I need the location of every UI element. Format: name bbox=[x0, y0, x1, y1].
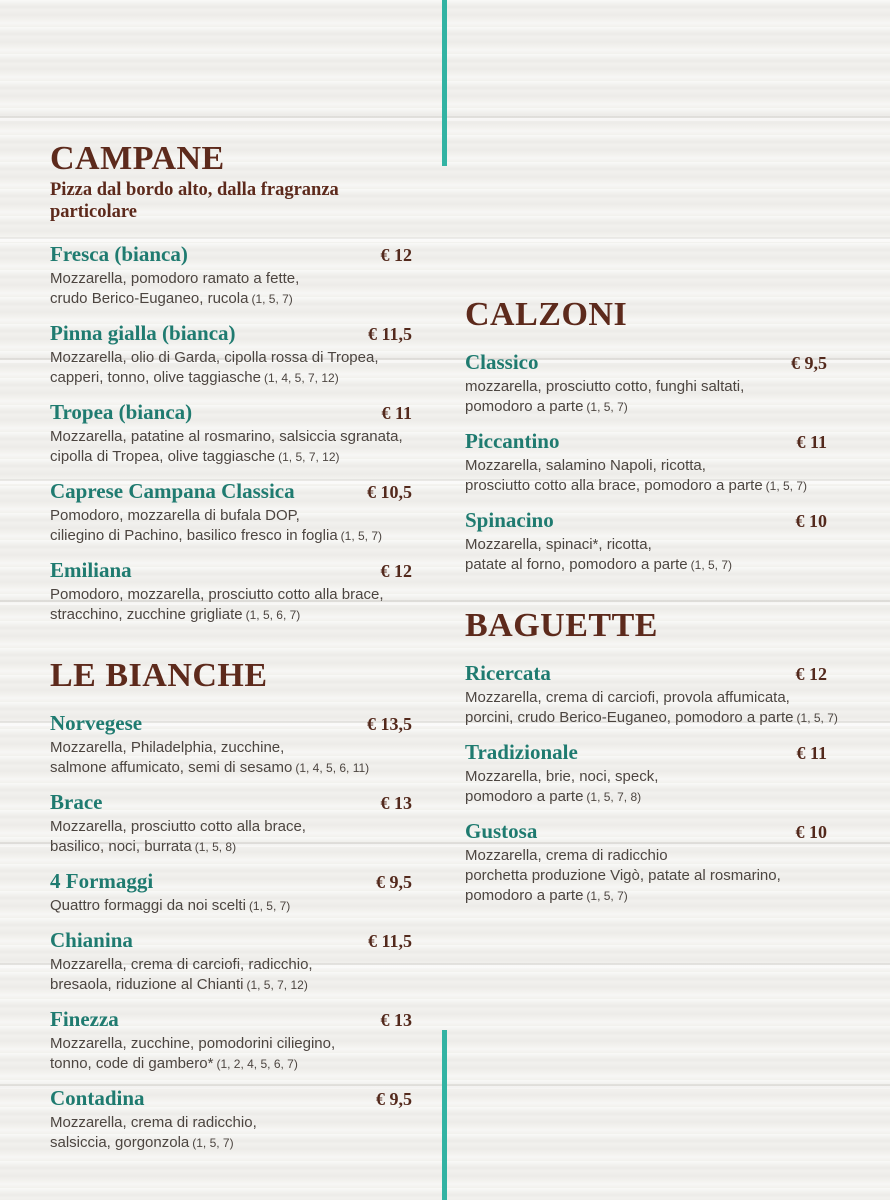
menu-item bbox=[50, 558, 412, 625]
menu-item bbox=[465, 661, 838, 728]
description-text: salmone affumicato, semi di sesamo bbox=[50, 759, 293, 776]
item-price: € 11,5 bbox=[367, 931, 412, 951]
description-text: pomodoro a parte bbox=[465, 788, 584, 805]
item-header bbox=[50, 321, 412, 346]
item-description bbox=[50, 817, 412, 857]
menu-item bbox=[50, 321, 412, 388]
menu-section bbox=[50, 657, 412, 1153]
allergen-list: (1, 5, 7, 8) bbox=[586, 790, 642, 804]
item-header bbox=[50, 869, 412, 894]
section-title: CAMPANE bbox=[50, 140, 225, 177]
item-description bbox=[465, 377, 827, 417]
description-text: porchetta produzione Vigò, patate al rosmarino, bbox=[465, 867, 781, 884]
menu-item bbox=[50, 869, 412, 916]
section-title: CALZONI bbox=[465, 296, 628, 333]
item-price: € 10 bbox=[795, 822, 827, 842]
description-text: ciliegino di Pachino, basilico fresco in foglia bbox=[50, 527, 338, 544]
item-price: € 13 bbox=[380, 793, 412, 813]
description-line bbox=[50, 1133, 412, 1153]
item-name: Chianina bbox=[50, 928, 133, 952]
description-text: prosciutto cotto alla brace, pomodoro a parte bbox=[465, 477, 763, 494]
description-line bbox=[50, 585, 412, 605]
item-header bbox=[50, 479, 412, 504]
description-text: Quattro formaggi da noi scelti bbox=[50, 897, 246, 914]
menu-item bbox=[50, 242, 412, 309]
allergen-list: (1, 5, 7) bbox=[192, 1136, 234, 1150]
description-text: basilico, noci, burrata bbox=[50, 838, 192, 855]
allergen-list: (1, 2, 4, 5, 6, 7) bbox=[216, 1057, 298, 1071]
description-text: tonno, code di gambero* bbox=[50, 1055, 214, 1072]
item-price: € 12 bbox=[380, 245, 412, 265]
allergen-list: (1, 5, 7) bbox=[251, 292, 293, 306]
item-description bbox=[50, 585, 412, 625]
item-name: Brace bbox=[50, 790, 103, 814]
allergen-list: (1, 5, 7) bbox=[586, 889, 628, 903]
item-price: € 11 bbox=[796, 432, 827, 452]
description-text: Pomodoro, mozzarella, prosciutto cotto alla brace, bbox=[50, 586, 384, 603]
description-line bbox=[50, 1054, 412, 1074]
allergen-list: (1, 5, 7, 12) bbox=[278, 450, 340, 464]
item-header bbox=[465, 350, 827, 375]
section-title: BAGUETTE bbox=[465, 607, 658, 644]
description-line bbox=[50, 269, 412, 289]
menu-item bbox=[50, 1007, 412, 1074]
item-name: Caprese Campana Classica bbox=[50, 479, 295, 503]
description-text: porcini, crudo Berico-Euganeo, pomodoro a parte bbox=[465, 709, 794, 726]
item-price: € 10,5 bbox=[367, 482, 412, 502]
item-price: € 9,5 bbox=[791, 353, 827, 373]
item-price: € 12 bbox=[795, 664, 827, 684]
item-price: € 12 bbox=[380, 561, 412, 581]
allergen-list: (1, 5, 7) bbox=[690, 558, 733, 572]
item-description bbox=[50, 955, 412, 995]
description-line bbox=[50, 526, 412, 546]
item-header bbox=[465, 661, 827, 686]
description-text: crudo Berico-Euganeo, rucola bbox=[50, 290, 249, 307]
description-line bbox=[50, 368, 412, 388]
description-line bbox=[50, 427, 412, 447]
menu-item bbox=[465, 819, 827, 906]
item-header bbox=[465, 508, 827, 533]
description-text: cipolla di Tropea, olive taggiasche bbox=[50, 448, 276, 465]
description-text: Mozzarella, prosciutto cotto alla brace, bbox=[50, 818, 306, 835]
item-header bbox=[50, 1007, 412, 1032]
description-line bbox=[50, 447, 412, 467]
description-text: pomodoro a parte bbox=[465, 887, 584, 904]
description-text: stracchino, zucchine grigliate bbox=[50, 606, 243, 623]
item-price: € 13,5 bbox=[367, 714, 412, 734]
item-name: Classico bbox=[465, 350, 539, 374]
item-description bbox=[50, 269, 412, 309]
item-name: Tropea (bianca) bbox=[50, 400, 193, 424]
description-line bbox=[50, 955, 412, 975]
item-description bbox=[465, 456, 827, 496]
item-header bbox=[465, 429, 827, 454]
description-text: Mozzarella, patatine al rosmarino, salsiccia sgranata, bbox=[50, 428, 403, 445]
item-description bbox=[50, 506, 412, 546]
menu-item bbox=[465, 508, 827, 575]
menu-item bbox=[465, 740, 827, 807]
description-text: Mozzarella, crema di carciofi, provola affumicata, bbox=[465, 689, 790, 706]
description-line bbox=[465, 708, 838, 728]
description-text: Mozzarella, crema di radicchio, bbox=[50, 1114, 257, 1131]
bottom-accent-line bbox=[442, 1030, 447, 1200]
allergen-list: (1, 5, 7) bbox=[248, 899, 291, 913]
description-text: Mozzarella, crema di carciofi, radicchio, bbox=[50, 956, 313, 973]
description-line bbox=[465, 476, 827, 496]
description-text: Pomodoro, mozzarella di bufala DOP, bbox=[50, 507, 300, 524]
description-line bbox=[50, 837, 412, 857]
description-text: Mozzarella, spinaci*, ricotta, bbox=[465, 536, 652, 553]
item-description bbox=[465, 535, 827, 575]
description-line bbox=[50, 1034, 412, 1054]
item-price: € 9,5 bbox=[376, 872, 412, 892]
item-name: Contadina bbox=[50, 1086, 145, 1110]
item-description bbox=[50, 1034, 412, 1074]
allergen-list: (1, 5, 7) bbox=[796, 711, 838, 725]
description-text: mozzarella, prosciutto cotto, funghi saltati, bbox=[465, 378, 745, 395]
description-text: Mozzarella, brie, noci, speck, bbox=[465, 768, 659, 785]
top-accent-line bbox=[442, 0, 447, 166]
section-subtitle: Pizza dal bordo alto, dalla fragranza particolare bbox=[50, 180, 339, 222]
allergen-list: (1, 5, 6, 7) bbox=[245, 608, 301, 622]
menu-item bbox=[50, 479, 412, 546]
description-text: bresaola, riduzione al Chianti bbox=[50, 976, 244, 993]
description-line bbox=[50, 738, 412, 758]
description-line bbox=[50, 758, 412, 778]
item-description bbox=[465, 846, 827, 906]
menu-item bbox=[465, 350, 827, 417]
section-title: LE BIANCHE bbox=[50, 657, 268, 694]
item-price: € 13 bbox=[380, 1010, 412, 1030]
description-line bbox=[50, 506, 412, 526]
item-header bbox=[50, 1086, 412, 1111]
description-line bbox=[50, 817, 412, 837]
item-price: € 11 bbox=[381, 403, 412, 423]
allergen-list: (1, 5, 7) bbox=[586, 400, 628, 414]
item-name: Gustosa bbox=[465, 819, 538, 843]
item-name: Emiliana bbox=[50, 558, 132, 582]
item-header bbox=[50, 400, 412, 425]
allergen-list: (1, 5, 8) bbox=[194, 840, 237, 854]
description-line bbox=[50, 975, 412, 995]
allergen-list: (1, 5, 7) bbox=[765, 479, 808, 493]
description-line bbox=[465, 397, 827, 417]
description-line bbox=[465, 456, 827, 476]
allergen-list: (1, 4, 5, 7, 12) bbox=[263, 371, 339, 385]
item-name: Piccantino bbox=[465, 429, 560, 453]
item-name: Spinacino bbox=[465, 508, 554, 532]
menu-item bbox=[50, 400, 412, 467]
item-name: 4 Formaggi bbox=[50, 869, 154, 893]
item-description bbox=[465, 688, 838, 728]
item-description bbox=[50, 896, 412, 916]
item-header bbox=[465, 740, 827, 765]
menu-item bbox=[50, 790, 412, 857]
description-line bbox=[465, 866, 827, 886]
item-header bbox=[465, 819, 827, 844]
item-description bbox=[50, 1113, 412, 1153]
item-name: Pinna gialla (bianca) bbox=[50, 321, 236, 345]
item-name: Norvegese bbox=[50, 711, 143, 735]
description-line bbox=[465, 767, 827, 787]
item-name: Finezza bbox=[50, 1007, 119, 1031]
description-line bbox=[465, 555, 827, 575]
menu-item bbox=[465, 429, 827, 496]
description-line bbox=[465, 688, 827, 708]
description-line bbox=[50, 605, 412, 625]
description-text: Mozzarella, salamino Napoli, ricotta, bbox=[465, 457, 706, 474]
description-line bbox=[465, 846, 827, 866]
description-line bbox=[50, 348, 412, 368]
menu-item bbox=[50, 711, 412, 778]
item-header bbox=[50, 558, 412, 583]
item-name: Fresca (bianca) bbox=[50, 242, 188, 266]
description-text: Mozzarella, pomodoro ramato a fette, bbox=[50, 270, 300, 287]
right-column bbox=[465, 296, 838, 918]
description-line bbox=[465, 535, 827, 555]
menu-section bbox=[465, 607, 838, 906]
item-price: € 11 bbox=[796, 743, 827, 763]
description-line bbox=[50, 289, 412, 309]
item-description bbox=[50, 738, 412, 778]
item-name: Ricercata bbox=[465, 661, 551, 685]
description-line bbox=[465, 886, 827, 906]
item-price: € 10 bbox=[795, 511, 827, 531]
description-text: capperi, tonno, olive taggiasche bbox=[50, 369, 261, 386]
description-line bbox=[465, 377, 827, 397]
description-text: salsiccia, gorgonzola bbox=[50, 1134, 190, 1151]
description-text: patate al forno, pomodoro a parte bbox=[465, 556, 688, 573]
item-description bbox=[465, 767, 827, 807]
allergen-list: (1, 5, 7, 12) bbox=[246, 978, 308, 992]
description-text: pomodoro a parte bbox=[465, 398, 584, 415]
description-line bbox=[465, 787, 827, 807]
item-header bbox=[50, 790, 412, 815]
description-text: Mozzarella, zucchine, pomodorini ciliegino, bbox=[50, 1035, 336, 1052]
description-text: Mozzarella, crema di radicchio bbox=[465, 847, 668, 864]
menu-item bbox=[50, 928, 412, 995]
menu-section bbox=[465, 296, 827, 575]
item-price: € 9,5 bbox=[376, 1089, 412, 1109]
item-description bbox=[50, 348, 412, 388]
description-text: Mozzarella, Philadelphia, zucchine, bbox=[50, 739, 285, 756]
left-column bbox=[50, 140, 412, 1165]
item-description bbox=[50, 427, 412, 467]
description-line bbox=[50, 896, 412, 916]
menu-item bbox=[50, 1086, 412, 1153]
item-header bbox=[50, 711, 412, 736]
item-header bbox=[50, 242, 412, 267]
allergen-list: (1, 4, 5, 6, 11) bbox=[295, 761, 370, 775]
item-price: € 11,5 bbox=[367, 324, 412, 344]
description-text: Mozzarella, olio di Garda, cipolla rossa di Tropea, bbox=[50, 349, 379, 366]
item-name: Tradizionale bbox=[465, 740, 578, 764]
menu-section bbox=[50, 140, 412, 625]
allergen-list: (1, 5, 7) bbox=[340, 529, 383, 543]
item-header bbox=[50, 928, 412, 953]
description-line bbox=[50, 1113, 412, 1133]
